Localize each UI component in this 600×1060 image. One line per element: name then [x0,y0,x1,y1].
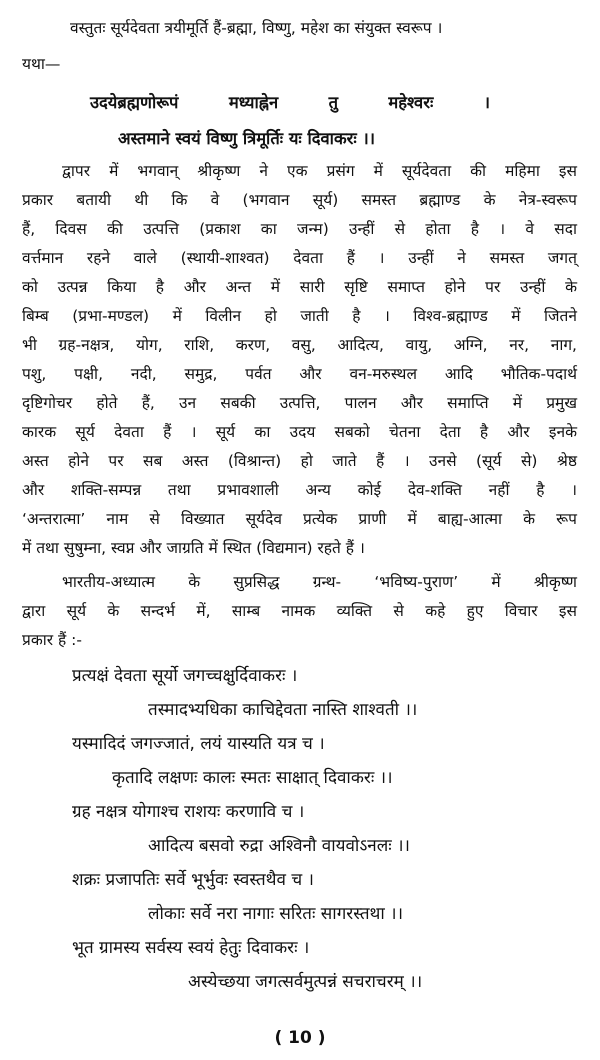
paragraph-line: कारक सूर्य देवता हैं । सूर्य का उदय सबको चेतना देता है और इनके [22,423,577,441]
shloka-line: भूत ग्रामस्य सर्वस्य स्वयं हेतुः दिवाकरः । [72,938,310,958]
paragraph-line: और शक्ति-सम्पन्न तथा प्रभावशाली अन्य कोई देव-शक्ति नहीं है । [22,481,577,499]
paragraph-line: द्वारा सूर्य के सन्दर्भ में, साम्ब नामक व्यक्ति से कहे हुए विचार इस [22,602,577,620]
shloka-line: आदित्य बसवो रुद्रा अश्विनौ वायवोऽनलः ।। [148,836,410,856]
paragraph-line: में तथा सुषुम्ना, स्वप्न और जाग्रति में स्थित (विद्यमान) रहते हैं । [22,539,365,557]
paragraph-line: दृष्टिगोचर होते हैं, उन सबकी उत्पत्ति, पालन और समाप्ति में प्रमुख [22,394,577,412]
shloka-line: लोकाः सर्वे नरा नागाः सरितः सागरस्तथा ।। [148,904,404,924]
shloka-line: कृतादि लक्षणः कालः स्मतः साक्षात् दिवाकरः ।। [112,768,393,788]
paragraph-line: प्रकार हैं :- [22,631,82,649]
shloka-line: प्रत्यक्षं देवता सूर्यो जगच्चक्षुर्दिवाकरः । [72,666,298,686]
paragraph-line: अस्त होने पर सब अस्त (विश्रान्त) हो जाते हैं । उनसे (सूर्य से) श्रेष्ठ [22,452,577,470]
shloka-line: अस्येच्छया जगत्सर्वमुत्पन्नं सचराचरम् ।। [188,972,423,992]
paragraph-line: वर्त्तमान रहने वाले (स्थायी-शाश्वत) देवता हैं । उन्हीं ने समस्त जगत् [22,249,577,267]
verse-line-1: उदयेब्रह्मणोरूपं मध्याह्नेन तु महेश्वरः । [90,93,490,112]
paragraph-line: द्वापर में भगवान् श्रीकृष्ण ने एक प्रसंग में सूर्यदेवता की महिमा इस [62,162,577,180]
paragraph-line: ‘अन्तरात्मा’ नाम से विख्यात सूर्यदेव प्रत्येक प्राणी में बाह्य-आत्मा के रूप [22,510,577,528]
shloka-line: यस्मादिदं जगज्जातं, लयं यास्यति यत्र च । [72,734,325,754]
paragraph-line: बिम्ब (प्रभा-मण्डल) में विलीन हो जाती है । विश्व-ब्रह्माण्ड में जितने [22,307,577,325]
paragraph-line: पशु, पक्षी, नदी, समुद्र, पर्वत और वन-मरुस्थल आदि भौतिक-पदार्थ [22,365,577,383]
paragraph-line: भारतीय-अध्यात्म के सुप्रसिद्ध ग्रन्थ- ‘भविष्य-पुराण’ में श्रीकृष्ण [62,573,577,591]
paragraph-line: प्रकार बतायी थी कि वे (भगवान सूर्य) समस्त ब्रह्माण्ड के नेत्र-स्वरूप [22,191,577,209]
intro-line: वस्तुतः सूर्यदेवता त्रयीमूर्ति हैं-ब्रह्मा, विष्णु, महेश का संयुक्त स्वरूप । [70,19,443,37]
shloka-line: शक्रः प्रजापतिः सर्वे भूर्भुवः स्वस्तथैव च । [72,870,314,890]
yatha-label: यथा— [22,55,61,73]
paragraph-line: को उत्पन्न किया है और अन्त में सारी सृष्टि समाप्त होने पर उन्हीं के [22,278,577,296]
page-number: ( 10 ) [274,1028,326,1048]
shloka-line: तस्मादभ्यधिका काचिद्देवता नास्ति शाश्वती ।। [148,700,418,720]
verse-line-2: अस्तमाने स्वयं विष्णु त्रिमूर्तिः यः दिवाकरः ।। [118,129,375,148]
shloka-line: ग्रह नक्षत्र योगाश्च राशयः करणावि च । [72,802,305,822]
paragraph-line: भी ग्रह-नक्षत्र, योग, राशि, करण, वसु, आदित्य, वायु, अग्नि, नर, नाग, [22,336,577,354]
paragraph-line: हैं, दिवस की उत्पत्ति (प्रकाश का जन्म) उन्हीं से होता है । वे सदा [22,220,577,238]
